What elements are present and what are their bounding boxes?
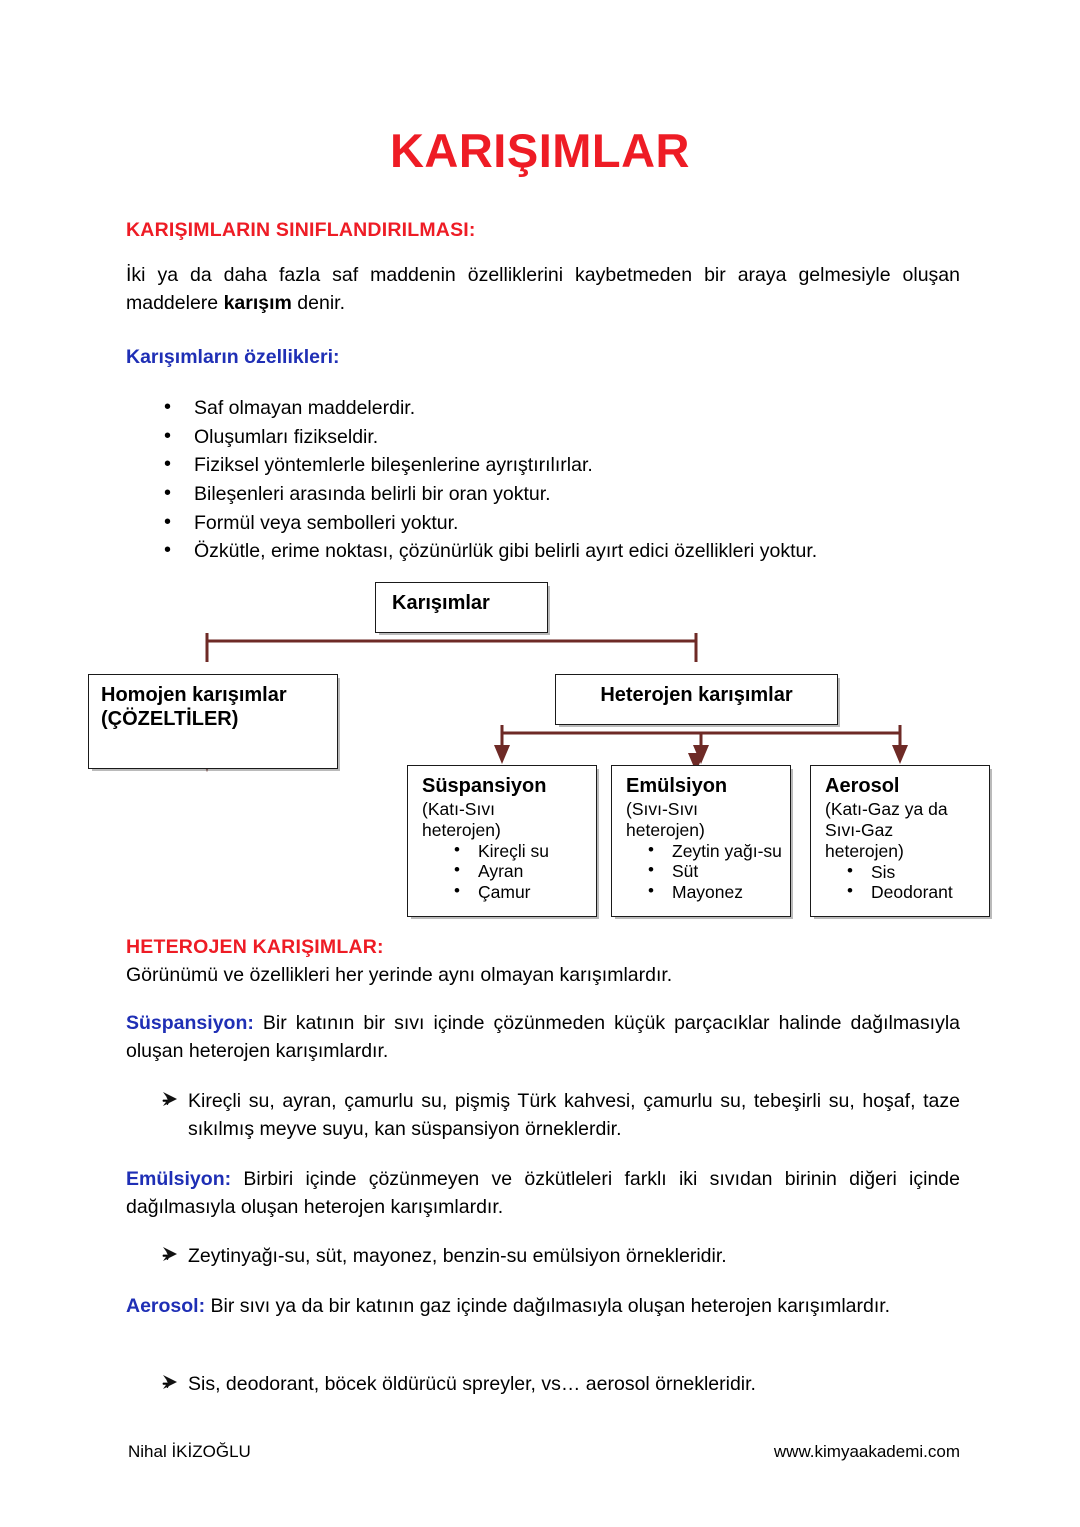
aerosol-term: Aerosol: — [126, 1295, 206, 1317]
list-item: • Formül veya sembolleri yoktur. — [126, 509, 960, 538]
flow-node-label: Karışımlar — [392, 592, 490, 614]
arrow-bullet-icon — [162, 1245, 178, 1263]
heterojen-section-description: Görünümü ve özellikleri her yerinde aynı olmayan karışımlardır. — [126, 964, 673, 986]
arrowhead-homojen — [199, 753, 215, 772]
list-item: • Sis — [825, 862, 989, 883]
flow-node-aerosol — [810, 765, 990, 917]
suspansiyon-example-text: Kireçli su, ayran, çamurlu su, pişmiş Türk kahvesi, çamurlu su, tebeşirli su, hoşaf, taze sıkılmış meyve suyu, kan süspansiyon örneklerdir. — [188, 1090, 960, 1140]
list-item: • Deodorant — [825, 882, 989, 903]
flow-node-title: Aerosol — [825, 775, 900, 797]
arrowhead-suspansiyon — [494, 745, 510, 764]
suspansiyon-example-item — [126, 1088, 960, 1143]
suspansiyon-term: Süspansiyon: — [126, 1012, 254, 1034]
suspansiyon-paragraph — [126, 1010, 960, 1065]
arrowhead-aerosol — [892, 745, 908, 764]
list-item: • Saf olmayan maddelerdir. — [126, 394, 960, 423]
suspansiyon-definition: Bir katının bir sıvı içinde çözünmeden küçük parçacıklar halinde dağılmasıyla oluşan heterojen karışımlardır. — [126, 1012, 960, 1062]
aerosol-definition: Bir sıvı ya da bir katının gaz içinde dağılmasıyla oluşan heterojen karışımlardır. — [205, 1295, 891, 1317]
flow-node-subtitle-line2: Sıvı-Gaz — [825, 819, 894, 840]
flow-node-title: Emülsiyon — [626, 775, 728, 797]
list-item: • Kireçli su — [422, 841, 596, 862]
flow-node-heterojen — [555, 674, 838, 725]
flow-node-suspansiyon — [407, 765, 597, 917]
aerosol-paragraph — [126, 1293, 960, 1321]
footer-website: www.kimyaakademi.com — [773, 1442, 960, 1461]
intro-term-karisim: karışım — [223, 291, 292, 314]
list-item: • Ayran — [422, 861, 596, 882]
intro-text-part2: denir. — [291, 291, 345, 314]
properties-list — [126, 394, 960, 566]
flow-node-emulsiyon — [611, 765, 791, 917]
list-item: • Zeytin yağı-su — [626, 841, 790, 862]
page-title: KARIŞIMLAR — [389, 124, 691, 177]
flow-node-subtitle-line3: heterojen) — [825, 840, 904, 861]
arrow-bullet-icon — [162, 1090, 178, 1108]
flow-node-examples — [626, 841, 790, 903]
arrow-bullet-icon — [162, 1373, 178, 1391]
emulsiyon-paragraph — [126, 1166, 960, 1221]
list-item: • Fiziksel yöntemlerle bileşenlerine ayrıştırılırlar. — [126, 451, 960, 480]
flow-node-subtitle-line1: (Katı-Gaz ya da — [825, 798, 948, 819]
flow-node-examples — [422, 841, 596, 903]
properties-heading: Karışımların özellikleri: — [126, 346, 340, 368]
flow-node-subtitle-line2: heterojen) — [422, 819, 501, 840]
flow-node-homojen — [88, 674, 338, 769]
emulsiyon-definition: Birbiri içinde çözünmeyen ve özkütleleri farklı iki sıvıdan birinin diğeri içinde dağılmasıyla oluşan heterojen karışımlardır. — [126, 1168, 960, 1218]
list-item: • Özkütle, erime noktası, çözünürlük gibi belirli ayırt edici özellikleri yoktur. — [126, 537, 960, 566]
classification-heading: KARIŞIMLARIN SINIFLANDIRILMASI: — [126, 219, 476, 241]
flow-node-label-line2: (ÇÖZELTİLER) — [101, 707, 239, 730]
intro-paragraph — [126, 262, 960, 317]
emulsiyon-term: Emülsiyon: — [126, 1168, 232, 1190]
aerosol-example-text: Sis, deodorant, böcek öldürücü spreyler, vs… aerosol örnekleridir. — [188, 1373, 756, 1395]
list-item: • Mayonez — [626, 882, 790, 903]
flow-node-title: Süspansiyon — [422, 775, 547, 797]
footer-author: Nihal İKİZOĞLU — [128, 1442, 251, 1461]
flow-node-subtitle-line1: (Sıvı-Sıvı — [626, 798, 698, 819]
list-item: • Çamur — [422, 882, 596, 903]
arrowhead-heterojen — [688, 753, 704, 772]
flow-node-subtitle-line1: (Katı-Sıvı — [422, 798, 495, 819]
list-item: • Oluşumları fizikseldir. — [126, 423, 960, 452]
emulsiyon-example-text: Zeytinyağı-su, süt, mayonez, benzin-su emülsiyon örnekleridir. — [188, 1245, 727, 1267]
properties-list-container — [126, 394, 960, 566]
arrowhead-emulsiyon — [693, 745, 709, 764]
emulsiyon-example-item — [126, 1243, 960, 1271]
heterojen-section-heading: HETEROJEN KARIŞIMLAR: — [126, 936, 384, 958]
flow-node-label-line1: Homojen karışımlar — [101, 684, 287, 706]
aerosol-example-item — [126, 1371, 960, 1399]
flow-node-karisimlar — [375, 582, 548, 633]
list-item: • Süt — [626, 861, 790, 882]
flow-node-label: Heterojen karışımlar — [600, 684, 793, 706]
flow-node-subtitle-line2: heterojen) — [626, 819, 705, 840]
list-item: • Bileşenleri arasında belirli bir oran yoktur. — [126, 480, 960, 509]
intro-text-part1: İki ya da daha fazla saf maddenin özelliklerini kaybetmeden bir araya gelmesiyle oluşan maddelere — [126, 264, 960, 314]
flow-node-examples — [825, 862, 989, 904]
